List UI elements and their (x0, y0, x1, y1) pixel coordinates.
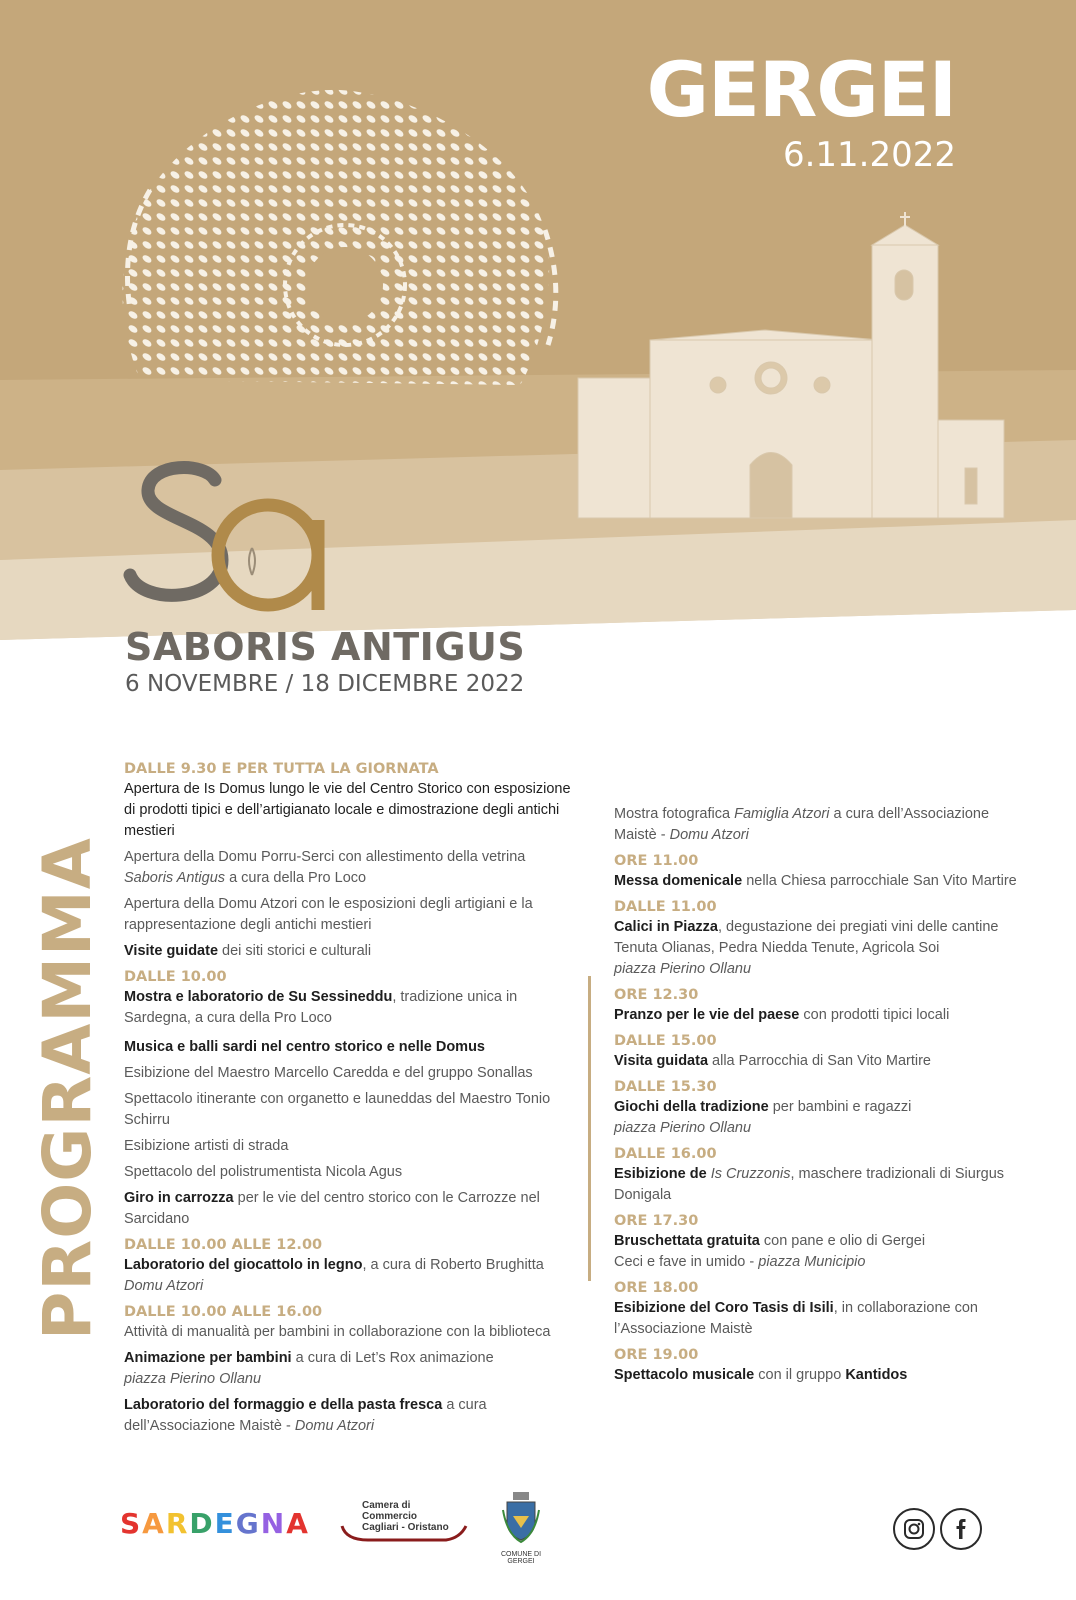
hero-illustration (0, 0, 1076, 720)
time-label: DALLE 11.00 (614, 899, 717, 915)
column-divider (588, 976, 591, 1281)
program-entry: Esibizione del Coro Tasis di Isili, in collaborazione con l’Associazione Maistè (614, 1300, 978, 1337)
time-label: ORE 17.30 (614, 1213, 699, 1229)
program-entry: Messa domenicale nella Chiesa parrocchiale San Vito Martire (614, 873, 1017, 889)
program-entry: Apertura de Is Domus lungo le vie del Centro Storico con esposizione di prodotti tipici e dell’artigianato locale e dimostrazione degli antichi mestieri (124, 781, 571, 839)
program-entry: Apertura della Domu Porru-Serci con allestimento della vetrina Saboris Antigus a cura della Pro Loco (124, 849, 526, 886)
program-entry: Esibizione artisti di strada (124, 1138, 289, 1154)
camera-di-commercio-logo (338, 1500, 468, 1550)
comune-di-gergei-logo (488, 1490, 554, 1565)
time-label: ORE 11.00 (614, 853, 699, 869)
time-label: DALLE 15.30 (614, 1079, 717, 1095)
time-label: DALLE 10.00 ALLE 12.00 (124, 1237, 323, 1253)
program-entry: Giro in carrozza per le vie del centro storico con le Carrozze nel Sarcidano (124, 1190, 540, 1227)
program-entry: Visite guidate dei siti storici e culturali (124, 943, 372, 959)
sardegna-logo: SARDEGNA (120, 1507, 310, 1540)
program-entry: Laboratorio del formaggio e della pasta fresca a cura dell’Associazione Maistè - Domu Atzori (124, 1397, 487, 1434)
brand-dates: 6 NOVEMBRE / 18 DICEMBRE 2022 (125, 671, 525, 697)
program-entry: Pranzo per le vie del paese con prodotti tipici locali (614, 1007, 950, 1023)
event-date: 6.11.2022 (782, 135, 956, 175)
program-entry: Attività di manualità per bambini in collaborazione con la biblioteca (124, 1324, 551, 1340)
program-entry: Animazione per bambini a cura di Let’s Rox animazione piazza Pierino Ollanu (124, 1350, 494, 1387)
footer-logos (0, 1470, 1076, 1600)
time-label: DALLE 16.00 (614, 1146, 717, 1162)
program-entry: Esibizione del Maestro Marcello Caredda e del gruppo Sonallas (124, 1065, 533, 1081)
brand-title: SABORIS ANTIGUS (125, 625, 526, 669)
program-entry: Bruschettata gratuita con pane e olio di Gergei Ceci e fave in umido - piazza Municipio (614, 1233, 926, 1270)
time-label: ORE 18.00 (614, 1280, 699, 1296)
time-label: ORE 12.30 (614, 987, 699, 1003)
time-label: DALLE 10.00 (124, 969, 227, 985)
instagram-icon[interactable] (893, 1508, 935, 1550)
camera-line-2: Cagliari - Oristano (362, 1522, 449, 1533)
program-entry: Mostra e laboratorio de Su Sessineddu, tradizione unica in Sardegna, a cura della Pro Loco (124, 989, 518, 1026)
program-left-column (124, 756, 574, 1442)
program-entry: Visita guidata alla Parrocchia di San Vito Martire (614, 1053, 931, 1069)
program-entry: Calici in Piazza, degustazione dei pregiati vini delle cantine Tenuta Olianas, Pedra Niedda Tenute, Agricola Soi piazza Pierino Ollanu (614, 919, 999, 977)
program-entry: Spettacolo del polistrumentista Nicola Agus (124, 1164, 403, 1180)
program-entry: Spettacolo musicale con il gruppo Kantidos (614, 1367, 908, 1383)
comune-label: COMUNE DI GERGEI (500, 1551, 542, 1565)
time-label: DALLE 15.00 (614, 1033, 717, 1049)
camera-swoosh-icon (338, 1522, 468, 1546)
time-label: DALLE 9.30 E PER TUTTA LA GIORNATA (124, 761, 439, 777)
coat-of-arms-icon (501, 1490, 541, 1544)
program-entry: Laboratorio del giocattolo in legno, a cura di Roberto Brughitta Domu Atzori (124, 1257, 544, 1294)
program-right-column (614, 804, 1034, 1391)
program-entry: Giochi della tradizione per bambini e ragazzi piazza Pierino Ollanu (614, 1099, 912, 1136)
program-entry: Esibizione de Is Cruzzonis, maschere tradizionali di Siurgus Donigala (614, 1166, 1005, 1203)
program-entry: Apertura della Domu Atzori con le esposizioni degli artigiani e la rappresentazione degli antichi mestieri (124, 896, 533, 933)
programma-vertical-title: PROGRAMMA (29, 837, 106, 1340)
time-label: DALLE 10.00 ALLE 16.00 (124, 1304, 323, 1320)
program-entry: Musica e balli sardi nel centro storico e nelle Domus (124, 1039, 485, 1055)
time-label: ORE 19.00 (614, 1347, 699, 1363)
program-entry: Mostra fotografica Famiglia Atzori a cura dell’Associazione Maistè - Domu Atzori (614, 806, 990, 843)
city-title: GERGEI (646, 45, 956, 134)
facebook-icon[interactable] (940, 1508, 982, 1550)
camera-line-1: Camera di Commercio (362, 1500, 418, 1522)
program-entry: Spettacolo itinerante con organetto e launeddas del Maestro Tonio Schirru (124, 1091, 551, 1128)
